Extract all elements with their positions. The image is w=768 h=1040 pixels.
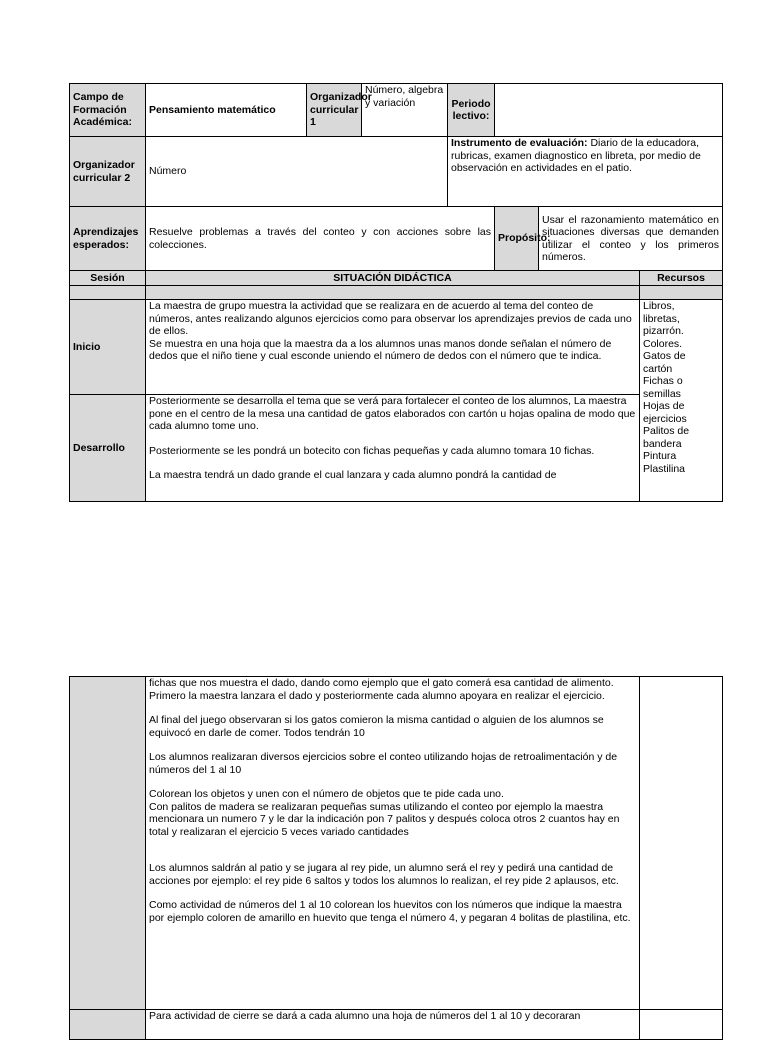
recurso-item: libretas, xyxy=(643,312,680,325)
recurso-item: ejercicios xyxy=(643,412,687,425)
desarrollo-paragraph-3: La maestra tendrá un dado grande el cual lanzara y cada alumno pondrá la cantidad de xyxy=(149,469,557,481)
continued-paragraph-1: fichas que nos muestra el dado, dando como ejemplo que el gato comerá esa cantidad de alimento. xyxy=(149,677,614,689)
desarrollo-paragraph-2: Posteriormente se les pondrá un botecito con fichas pequeñas y cada alumno tomara 10 fichas. xyxy=(149,444,595,457)
periodo-label: Periodo lectivo: xyxy=(448,84,495,137)
recurso-item: Fichas o xyxy=(643,375,683,387)
recurso-item: cartón xyxy=(643,362,673,375)
inicio-content xyxy=(146,300,640,395)
recurso-item: bandera xyxy=(643,437,682,450)
instrumento-label: Instrumento de evaluación: xyxy=(451,137,588,149)
recurso-item: Gatos de xyxy=(643,350,686,362)
aprendizajes-row xyxy=(70,207,723,271)
campo-label: Campo de Formación Académica: xyxy=(70,84,146,137)
recurso-item: Palitos de xyxy=(643,425,690,437)
document-page-2 xyxy=(0,676,768,1024)
sesion-continued-cell xyxy=(70,677,146,1010)
continued-paragraph-8: Como actividad de números del 1 al 10 colorean los huevitos con los números que indique la maestra por ejemplo coloren de amarillo en huevito que tenga el número 4, y pegaran 4 bolitas de plastilina, etc. xyxy=(149,899,631,924)
desarrollo-row xyxy=(70,395,723,502)
recurso-item: Colores. xyxy=(643,337,683,350)
recursos-header: Recursos xyxy=(640,271,723,286)
aprendizajes-label: Aprendizajes esperados: xyxy=(70,207,146,271)
desarrollo-label: Desarrollo xyxy=(70,395,146,502)
organizador2-value: Número xyxy=(146,137,448,207)
recursos-list xyxy=(640,300,723,502)
recurso-item: Libros, xyxy=(643,300,675,312)
organizador1-value: Número, algebra y variación xyxy=(362,84,448,137)
planning-table-continued xyxy=(69,676,723,1040)
cierre-row xyxy=(70,1010,723,1040)
proposito-value: Usar el razonamiento matemático en situaciones diversas que demanden utilizar el conteo y los primeros números. xyxy=(539,207,723,271)
inicio-row xyxy=(70,300,723,395)
recurso-item: pizarrón. xyxy=(643,325,684,337)
aprendizajes-value: Resuelve problemas a través del conteo y con acciones sobre las colecciones. xyxy=(146,207,495,271)
organizador1-label: Organizador curricular 1 xyxy=(307,84,362,137)
inicio-label: Inicio xyxy=(70,300,146,395)
desarrollo-continued-content xyxy=(146,677,640,1010)
cierre-label-cell xyxy=(70,1010,146,1040)
planning-table xyxy=(69,83,723,502)
continued-paragraph-5: Colorean los objetos y unen con el número de objetos que te pide cada uno. xyxy=(149,788,504,800)
spacer-cell-sesion xyxy=(70,286,146,300)
inicio-paragraph-1: La maestra de grupo muestra la actividad que se realizara en de acuerdo al tema del conteo de números, antes realizando algunos ejercicios como para observar los aprendizajes previos de cada uno de ellos. xyxy=(149,300,632,337)
sesion-header: Sesión xyxy=(70,271,146,286)
continued-paragraph-7: Los alumnos saldrán al patio y se jugara al rey pide, un alumno será el rey y pedirá una cantidad de acciones por ejemplo: el rey pide 6 saltos y todos los alumnos lo realizan, el rey pide 2 aplausos, etc. xyxy=(149,862,619,887)
campo-value: Pensamiento matemático xyxy=(146,84,307,137)
recurso-item: Pintura xyxy=(643,450,677,462)
continued-paragraph-3: Al final del juego observaran si los gatos comieron la misma cantidad o alguien de los alumnos se equivocó en darle de comer. Todos tendrán 10 xyxy=(149,714,604,739)
instrumento-value: Diario de la educadora, rubricas, examen diagnostico en libreta, por medio de observación en actividades en el patio. xyxy=(451,137,701,174)
periodo-value xyxy=(495,84,723,137)
spacer-cell-recursos xyxy=(640,286,723,300)
recursos-continued-cell xyxy=(640,677,723,1010)
desarrollo-continued-row xyxy=(70,677,723,1010)
spacer-cell-situacion xyxy=(146,286,640,300)
header-row xyxy=(70,84,723,137)
cierre-content: Para actividad de cierre se dará a cada alumno una hoja de números del 1 al 10 y decoraran xyxy=(146,1010,640,1040)
organizador2-label: Organizador curricular 2 xyxy=(70,137,146,207)
column-header-row xyxy=(70,271,723,286)
continued-paragraph-6: Con palitos de madera se realizaran pequeñas sumas utilizando el conteo por ejemplo la maestra mencionara un numero 7 y le dar la indicación pon 7 palitos y después coloca otros 2 cuantos hay en total y realizaran el ejercicio 5 veces variado cantidades xyxy=(149,800,620,838)
spacer-row xyxy=(70,286,723,300)
proposito-label: Propósito: xyxy=(495,207,539,271)
continued-paragraph-4: Los alumnos realizaran diversos ejercicios sobre el conteo utilizando hojas de retroalimentación y de números del 1 al 10 xyxy=(149,751,618,776)
instrumento-evaluacion xyxy=(448,137,723,207)
continued-paragraph-2: Primero la maestra lanzara el dado y posteriormente cada alumno apoyara en realizar el ejercicio. xyxy=(149,689,605,702)
desarrollo-paragraph-1: Posteriormente se desarrolla el tema que se verá para fortalecer el conteo de los alumnos, La maestra pone en el centro de la mesa una cantidad de gatos elaborados con cartón u hojas opalina de modo que cada alumno tome uno. xyxy=(149,395,636,432)
recurso-item: Plastilina xyxy=(643,462,686,475)
situacion-header: SITUACIÓN DIDÁCTICA xyxy=(146,271,640,286)
organizador2-row xyxy=(70,137,723,207)
cierre-recursos-cell xyxy=(640,1010,723,1040)
recurso-item: semillas xyxy=(643,387,681,400)
desarrollo-content xyxy=(146,395,640,502)
inicio-paragraph-2: Se muestra en una hoja que la maestra da a los alumnos unas manos donde señalan el número de dedos que el niño tiene y cual esconde uniendo el número de dedos con el número que te indica. xyxy=(149,337,612,362)
recurso-item: Hojas de xyxy=(643,400,685,412)
